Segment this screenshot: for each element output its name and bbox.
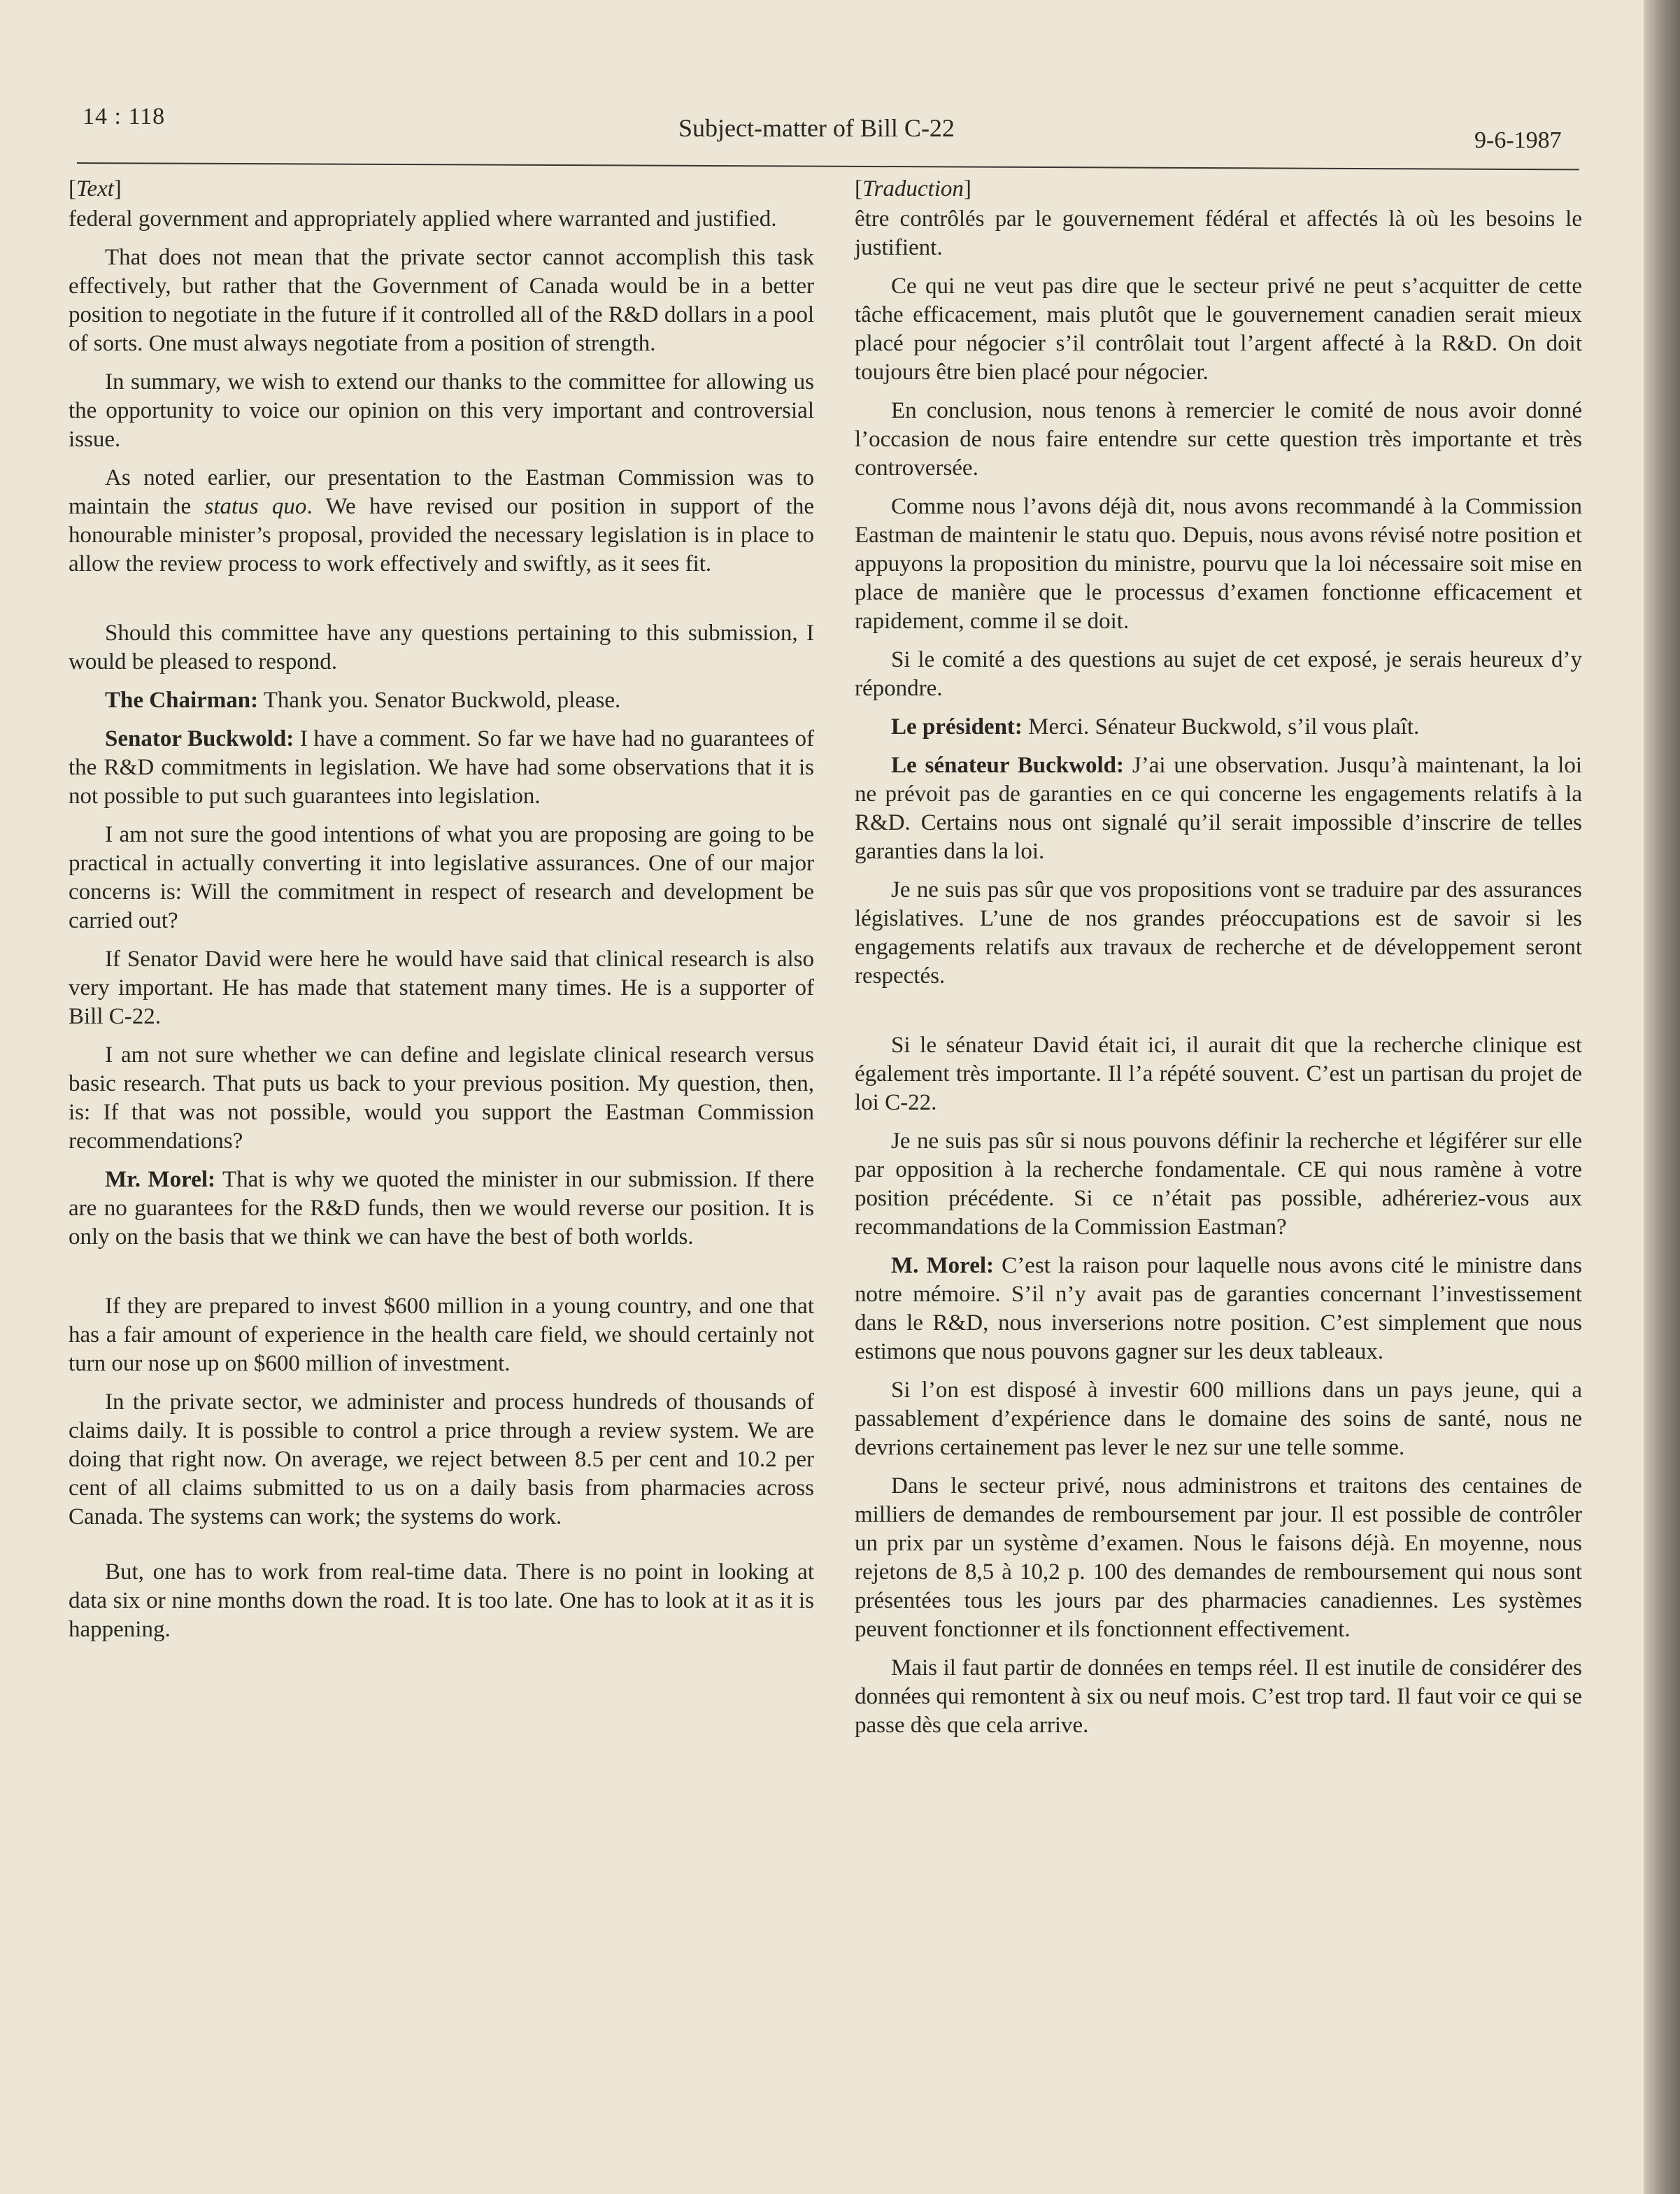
paragraph: That does not mean that the private sector cannot accomplish this task effectively, but rather that the Government of Canada would be in a better position to negotiate in the future if it controlled all of the R&D dollars in a pool of sorts. One must always negotiate from a position of strength. (69, 245, 814, 356)
paragraph: Si l’on est disposé à investir 600 millions dans un pays jeune, qui a passablement d’expérience dans le domaine des soins de santé, nous ne devrions certainement pas lever le nez sur une telle somme. (855, 1378, 1582, 1460)
paragraph: Le président: Merci. Sénateur Buckwold, s’il vous plaît. (891, 714, 1420, 739)
paragraph: Je ne suis pas sûr si nous pouvons définir la recherche et légiférer sur elle par opposition à la recherche fondamentale. CE qui nous ramène à votre position précédente. Si ce n’était pas possible, adhéreriez-vous aux recommandations de la Commission Eastman? (855, 1128, 1582, 1240)
paragraph: Si le sénateur David était ici, il aurait dit que la recherche clinique est également très importante. Il l’a répété souvent. C’est un partisan du projet de loi C-22. (855, 1033, 1582, 1115)
column-label-text: [Text] (69, 176, 122, 201)
paragraph: The Chairman: Thank you. Senator Buckwold, please. (105, 688, 621, 713)
paragraph: Should this committee have any questions pertaining to this submission, I would be pleased to respond. (69, 621, 814, 674)
english-column (69, 175, 814, 1654)
paragraph: federal government and appropriately applied where warranted and justified. (69, 206, 777, 232)
paragraph: M. Morel: C’est la raison pour laquelle nous avons cité le ministre dans notre mémoire. S’il n’y avait pas de garanties concernant l’investissement dans le R&D, nous inverserions notre position. C’est simplement que nous estimons que nous pouvons gagner sur les deux tableaux. (855, 1253, 1582, 1364)
paragraph: If Senator David were here he would have said that clinical research is also very important. He has made that statement many times. He is a supporter of Bill C-22. (69, 947, 814, 1029)
column-label-traduction: [Traduction] (855, 176, 971, 201)
speaker-name: The Chairman: (105, 688, 259, 713)
paragraph: être contrôlés par le gouvernement fédéral et affectés là où les besoins le justifient. (855, 206, 1582, 260)
paragraph: Mais il faut partir de données en temps réel. Il est inutile de considérer des données qui remontent à six ou neuf mois. C’est trop tard. Il faut voir ce qui se passe dès que cela arrive. (855, 1655, 1582, 1738)
paragraph: Si le comité a des questions au sujet de cet exposé, je serais heureux d’y répondre. (855, 647, 1582, 701)
paragraph: Je ne suis pas sûr que vos propositions vont se traduire par des assurances législatives. L’une de nos grandes préoccupations est de savoir si les engagements relatifs aux travaux de recherche et de développement seront respectés. (855, 877, 1582, 989)
paragraph: I am not sure whether we can define and legislate clinical research versus basic research. That puts us back to your previous position. My question, then, is: If that was not possible, would you support the Eastman Commission recommendations? (69, 1042, 814, 1154)
header-date: 9-6-1987 (1474, 127, 1562, 153)
page-number: 14 : 118 (83, 104, 166, 129)
french-column (855, 175, 1582, 1750)
paragraph: Mr. Morel: That is why we quoted the minister in our submission. If there are no guarantees for the R&D funds, then we would reverse our position. It is only on the basis that we think we can have the best of both worlds. (69, 1167, 814, 1250)
paragraph: As noted earlier, our presentation to the Eastman Commission was to maintain the status quo. We have revised our position in support of the honourable minister’s proposal, provided the necessary legislation is in place to allow the review process to work effectively and swiftly, as it sees fit. (69, 465, 814, 576)
speaker-name: Senator Buckwold: (105, 726, 294, 751)
paragraph: Le sénateur Buckwold: J’ai une observation. Jusqu’à maintenant, la loi ne prévoit pas de garanties en ce qui concerne les engagements relatifs à la R&D. Certains nous ont signalé qu’il serait impossible d’inscrire de telles garanties dans la loi. (855, 753, 1582, 864)
paragraph: If they are prepared to invest $600 million in a young country, and one that has a fair amount of experience in the health care field, we should certainly not turn our nose up on $600 million of investment. (69, 1294, 814, 1376)
paragraph: Senator Buckwold: I have a comment. So far we have had no guarantees of the R&D commitments in legislation. We have had some observations that it is not possible to put such guarantees into legislation. (69, 726, 814, 809)
paragraph: Dans le secteur privé, nous administrons et traitons des centaines de milliers de demandes de remboursement par jour. Il est possible de contrôler un prix par un système d’examen. Nous le faisons déjà. En moyenne, nous rejetons de 8,5 à 10,2 p. 100 des demandes de remboursement qui nous sont présentées tous les jours par des pharmacies canadiennes. Les systèmes peuvent fonctionner et ils fonctionnent effectivement. (855, 1473, 1582, 1642)
paragraph: En conclusion, nous tenons à remercier le comité de nous avoir donné l’occasion de nous faire entendre sur cette question très importante et très controversée. (855, 398, 1582, 481)
paragraph: Ce qui ne veut pas dire que le secteur privé ne peut s’acquitter de cette tâche efficacement, mais plutôt que le gouvernement canadien serait mieux placé pour négocier s’il contrôlait tout l’argent affecté à la R&D. On doit toujours être bien placé pour négocier. (855, 274, 1582, 385)
paragraph: In the private sector, we administer and process hundreds of thousands of claims daily. It is possible to control a price through a review system. We are doing that right now. On average, we reject between 8.5 per cent and 10.2 per cent of all claims submitted to us on a daily basis from pharmacies across Canada. The systems can work; the systems do work. (69, 1389, 814, 1529)
paragraph: In summary, we wish to extend our thanks to the committee for allowing us the opportunity to voice our opinion on this very important and controversial issue. (69, 369, 814, 452)
paragraph: Comme nous l’avons déjà dit, nous avons recommandé à la Commission Eastman de maintenir le statu quo. Depuis, nous avons révisé notre position et appuyons la proposition du ministre, pourvu que la loi nécessaire soit mise en place de manière que le processus d’examen fonctionne efficacement et rapidement, comme il se doit. (855, 494, 1582, 634)
paragraph: I am not sure the good intentions of what you are proposing are going to be practical in actually converting it into legislative assurances. One of our major concerns is: Will the commitment in respect of research and development be carried out? (69, 822, 814, 933)
running-title: Subject-matter of Bill C-22 (678, 114, 955, 142)
speaker-name: M. Morel: (891, 1253, 995, 1278)
speaker-name: Le sénateur Buckwold: (891, 753, 1124, 778)
speaker-name: Mr. Morel: (105, 1167, 216, 1192)
header-rule (77, 162, 1579, 170)
page-binding-edge (1644, 0, 1680, 2194)
speaker-name: Le président: (891, 714, 1023, 739)
paragraph: But, one has to work from real-time data. There is no point in looking at data six or nine months down the road. It is too late. One has to look at it as it is happening. (69, 1559, 814, 1642)
